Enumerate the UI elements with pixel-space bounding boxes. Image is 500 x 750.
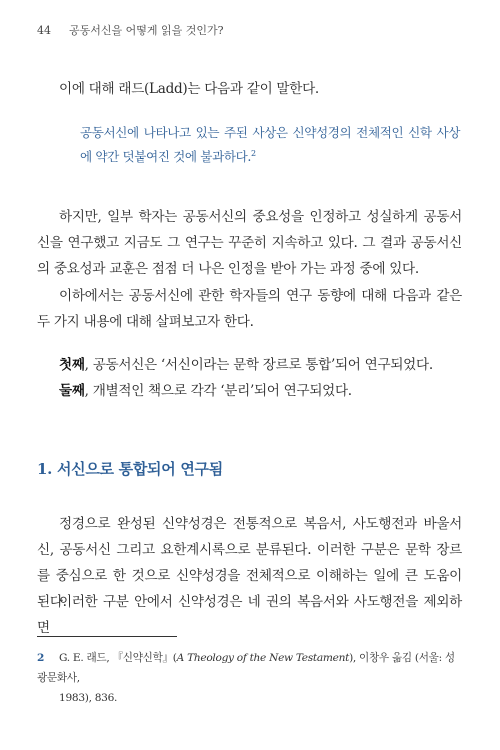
point-first-text: , 공동서신은 ‘서신이라는 문학 장르로 통합’되어 연구되었다.	[84, 357, 433, 373]
footnote-line-2: 1983), 836.	[59, 692, 118, 704]
point-first	[59, 352, 459, 378]
paragraph-3: 정경으로 완성된 신약성경은 전통적으로 복음서, 사도행전과 바울서신, 공동서신 그리고 요한계시록으로 분류된다. 이러한 구분은 문학 장르를 중심으로 한 것으로 신약성경을 전체적으로 이해하는 일에 큰 도움이 된다.	[37, 516, 462, 610]
paragraph-4: 이러한 구분 안에서 신약성경은 네 권의 복음서와 사도행전을 제외하면	[37, 594, 462, 636]
section-heading: 1. 서신으로 통합되어 연구됨	[37, 460, 223, 478]
page-number: 44	[37, 24, 51, 37]
footnote-reference[interactable]: 2	[250, 148, 256, 158]
quote-text: 공동서신에 나타나고 있는 주된 사상은 신약성경의 전체적인 신학 사상에 약간 덧붙여진 것에 불과하다.	[80, 125, 460, 164]
paragraph-2: 이하에서는 공동서신에 관한 학자들의 연구 동향에 대해 다음과 같은 두 가지 내용에 대해 살펴보고자 한다.	[37, 288, 462, 330]
point-second	[59, 378, 459, 404]
paragraph-1: 하지만, 일부 학자는 공동서신의 중요성을 인정하고 성실하게 공동서신을 연구했고 지금도 그 연구는 꾸준히 지속하고 있다. 그 결과 공동서신의 중요성과 교훈은 점점 더 나은 인정을 받아 가는 과정 중에 있다.	[37, 209, 462, 277]
footnote-divider	[37, 636, 177, 637]
footnote-text-before: G. E. 래드, 『신약신학』(	[59, 652, 177, 664]
point-second-text: , 개별적인 책으로 각각 ‘분리’되어 연구되었다.	[84, 383, 352, 399]
footnote-number: 2	[37, 652, 45, 664]
footnote-english-title: A Theology of the New Testament	[176, 652, 350, 664]
footnote-line-1	[37, 648, 462, 688]
point-first-label: 첫째	[59, 357, 85, 373]
intro-paragraph: 이에 대해 래드(Ladd)는 다음과 같이 말한다.	[59, 81, 319, 97]
point-second-label: 둘째	[59, 383, 85, 399]
points-list	[59, 352, 459, 404]
running-header	[37, 22, 224, 38]
running-title: 공동서신을 어떻게 읽을 것인가?	[69, 24, 224, 37]
footnote-text-after: ), 이창우 옮김 (서울: 성광문화사,	[37, 652, 455, 684]
block-quote	[80, 121, 460, 169]
footnote	[37, 648, 462, 708]
